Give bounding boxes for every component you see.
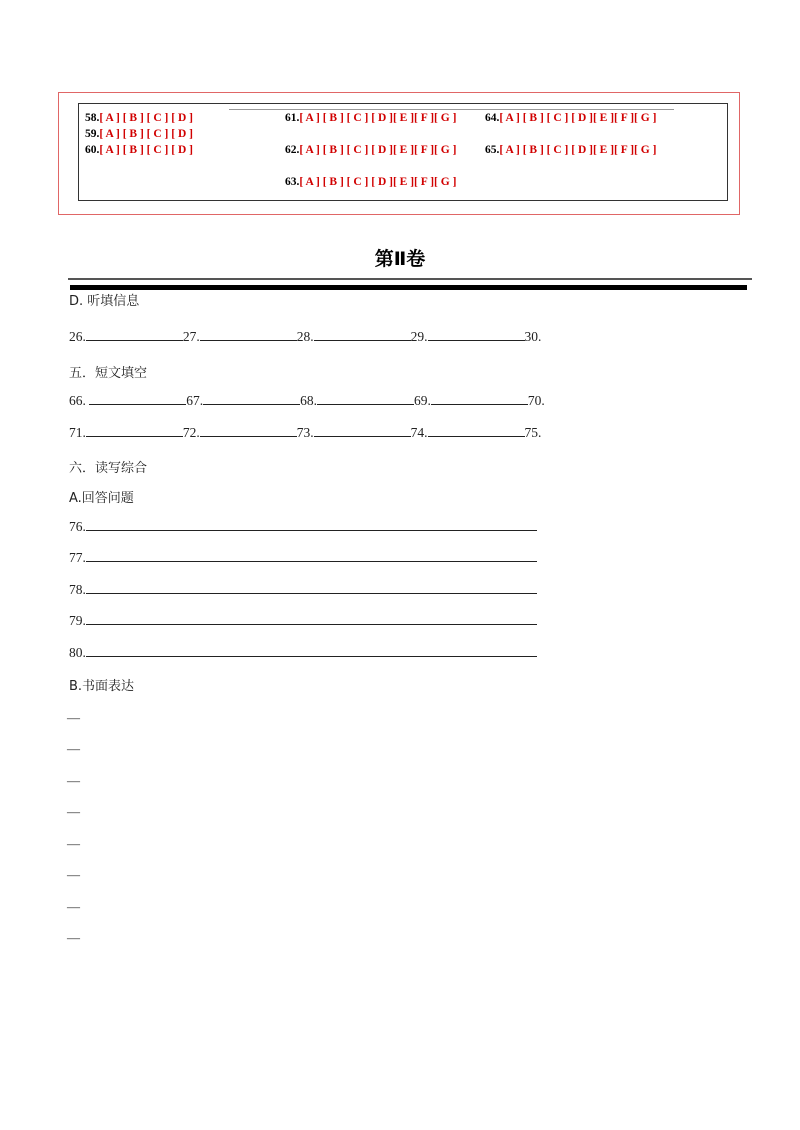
blank-label: 68. bbox=[300, 393, 317, 408]
title-rule-thin bbox=[68, 278, 752, 280]
answer-number: 63. bbox=[285, 176, 300, 188]
part-6-sub-a-heading: A.回答问题 bbox=[69, 491, 134, 506]
writing-line-6[interactable]: — bbox=[67, 867, 80, 882]
question-78 bbox=[69, 581, 537, 598]
answer-field-80[interactable] bbox=[86, 644, 537, 657]
writing-line-4[interactable]: — bbox=[67, 804, 80, 819]
blank-label: 69. bbox=[414, 393, 431, 408]
fill-blank-27[interactable] bbox=[200, 328, 297, 341]
fill-blank-68[interactable] bbox=[317, 392, 414, 405]
answer-number: 60. bbox=[85, 144, 100, 156]
part-5-row-2 bbox=[69, 424, 541, 441]
answer-field-77[interactable] bbox=[86, 549, 537, 562]
blank-label: 27. bbox=[182, 329, 200, 344]
answer-number: 59. bbox=[85, 128, 100, 140]
answer-options: [ A ] [ B ] [ C ] [ D ] bbox=[99, 128, 193, 140]
blank-label: 66. bbox=[69, 393, 90, 408]
answer-number: 62. bbox=[285, 144, 300, 156]
answer-number: 58. bbox=[85, 112, 100, 124]
answer-field-78[interactable] bbox=[86, 581, 537, 594]
question-80 bbox=[69, 644, 537, 661]
part-d-blanks bbox=[69, 328, 541, 345]
answer-item-58[interactable] bbox=[85, 110, 263, 126]
writing-line-1[interactable]: — bbox=[67, 710, 80, 725]
question-label: 76. bbox=[69, 519, 86, 534]
answer-number: 64. bbox=[485, 112, 500, 124]
fill-blank-29[interactable] bbox=[428, 328, 525, 341]
fill-blank-69[interactable] bbox=[431, 392, 528, 405]
answer-item-65[interactable] bbox=[485, 142, 663, 158]
answer-options: [ A ] [ B ] [ C ] [ D ] bbox=[99, 112, 193, 124]
blank-label: 71. bbox=[69, 425, 86, 440]
answer-options: [ A ] [ B ] [ C ] [ D ] bbox=[99, 144, 193, 156]
question-label: 80. bbox=[69, 645, 86, 660]
fill-blank-28[interactable] bbox=[314, 328, 411, 341]
part-6-sub-b-heading: B.书面表达 bbox=[69, 679, 135, 694]
writing-line-8[interactable]: — bbox=[67, 930, 80, 945]
answer-field-79[interactable] bbox=[86, 612, 537, 625]
part-d-heading: D. 听填信息 bbox=[69, 294, 140, 309]
answer-options: [ A ] [ B ] [ C ] [ D ][ E ][ F ][ G ] bbox=[499, 112, 657, 124]
question-79 bbox=[69, 612, 537, 629]
question-label: 78. bbox=[69, 582, 86, 597]
writing-line-2[interactable]: — bbox=[67, 741, 80, 756]
fill-blank-71[interactable] bbox=[86, 424, 183, 437]
answer-item-61[interactable] bbox=[285, 110, 463, 126]
blank-label: 72. bbox=[182, 425, 200, 440]
title-rule-thick bbox=[70, 285, 747, 290]
blank-label: 73. bbox=[296, 425, 314, 440]
writing-line-3[interactable]: — bbox=[67, 773, 80, 788]
fill-blank-66[interactable] bbox=[89, 392, 186, 405]
fill-blank-73[interactable] bbox=[314, 424, 411, 437]
part-5-row-1 bbox=[69, 392, 545, 409]
blank-label: 28. bbox=[296, 329, 314, 344]
answer-item-62[interactable] bbox=[285, 142, 463, 158]
answer-item-63[interactable] bbox=[285, 174, 463, 190]
question-76 bbox=[69, 518, 537, 535]
fill-blank-74[interactable] bbox=[428, 424, 525, 437]
answer-options: [ A ] [ B ] [ C ] [ D ][ E ][ F ][ G ] bbox=[499, 144, 657, 156]
blank-label: 70. bbox=[527, 393, 545, 408]
fill-blank-67[interactable] bbox=[203, 392, 300, 405]
section-title: 第Ⅱ卷 bbox=[374, 248, 426, 270]
answer-item-64[interactable] bbox=[485, 110, 663, 126]
part-5-heading: 五．短文填空 bbox=[69, 366, 148, 381]
fill-blank-72[interactable] bbox=[200, 424, 297, 437]
answer-item-60[interactable] bbox=[85, 142, 263, 158]
question-label: 79. bbox=[69, 613, 86, 628]
answer-options: [ A ] [ B ] [ C ] [ D ][ E ][ F ][ G ] bbox=[299, 112, 457, 124]
answer-item-59[interactable] bbox=[85, 126, 263, 142]
fill-blank-26[interactable] bbox=[86, 328, 183, 341]
answer-sheet-box bbox=[78, 103, 728, 201]
answer-options: [ A ] [ B ] [ C ] [ D ][ E ][ F ][ G ] bbox=[299, 144, 457, 156]
writing-line-7[interactable]: — bbox=[67, 899, 80, 914]
answer-field-76[interactable] bbox=[86, 518, 537, 531]
answer-options: [ A ] [ B ] [ C ] [ D ][ E ][ F ][ G ] bbox=[299, 176, 457, 188]
blank-label: 75. bbox=[524, 425, 542, 440]
answer-number: 65. bbox=[485, 144, 500, 156]
question-77 bbox=[69, 549, 537, 566]
question-label: 77. bbox=[69, 550, 86, 565]
blank-label: 30. bbox=[524, 329, 542, 344]
blank-label: 29. bbox=[410, 329, 428, 344]
blank-label: 26. bbox=[69, 329, 86, 344]
writing-line-5[interactable]: — bbox=[67, 836, 80, 851]
blank-label: 67. bbox=[186, 393, 204, 408]
answer-number: 61. bbox=[285, 112, 300, 124]
part-6-heading: 六．读写综合 bbox=[69, 461, 148, 476]
blank-label: 74. bbox=[410, 425, 428, 440]
